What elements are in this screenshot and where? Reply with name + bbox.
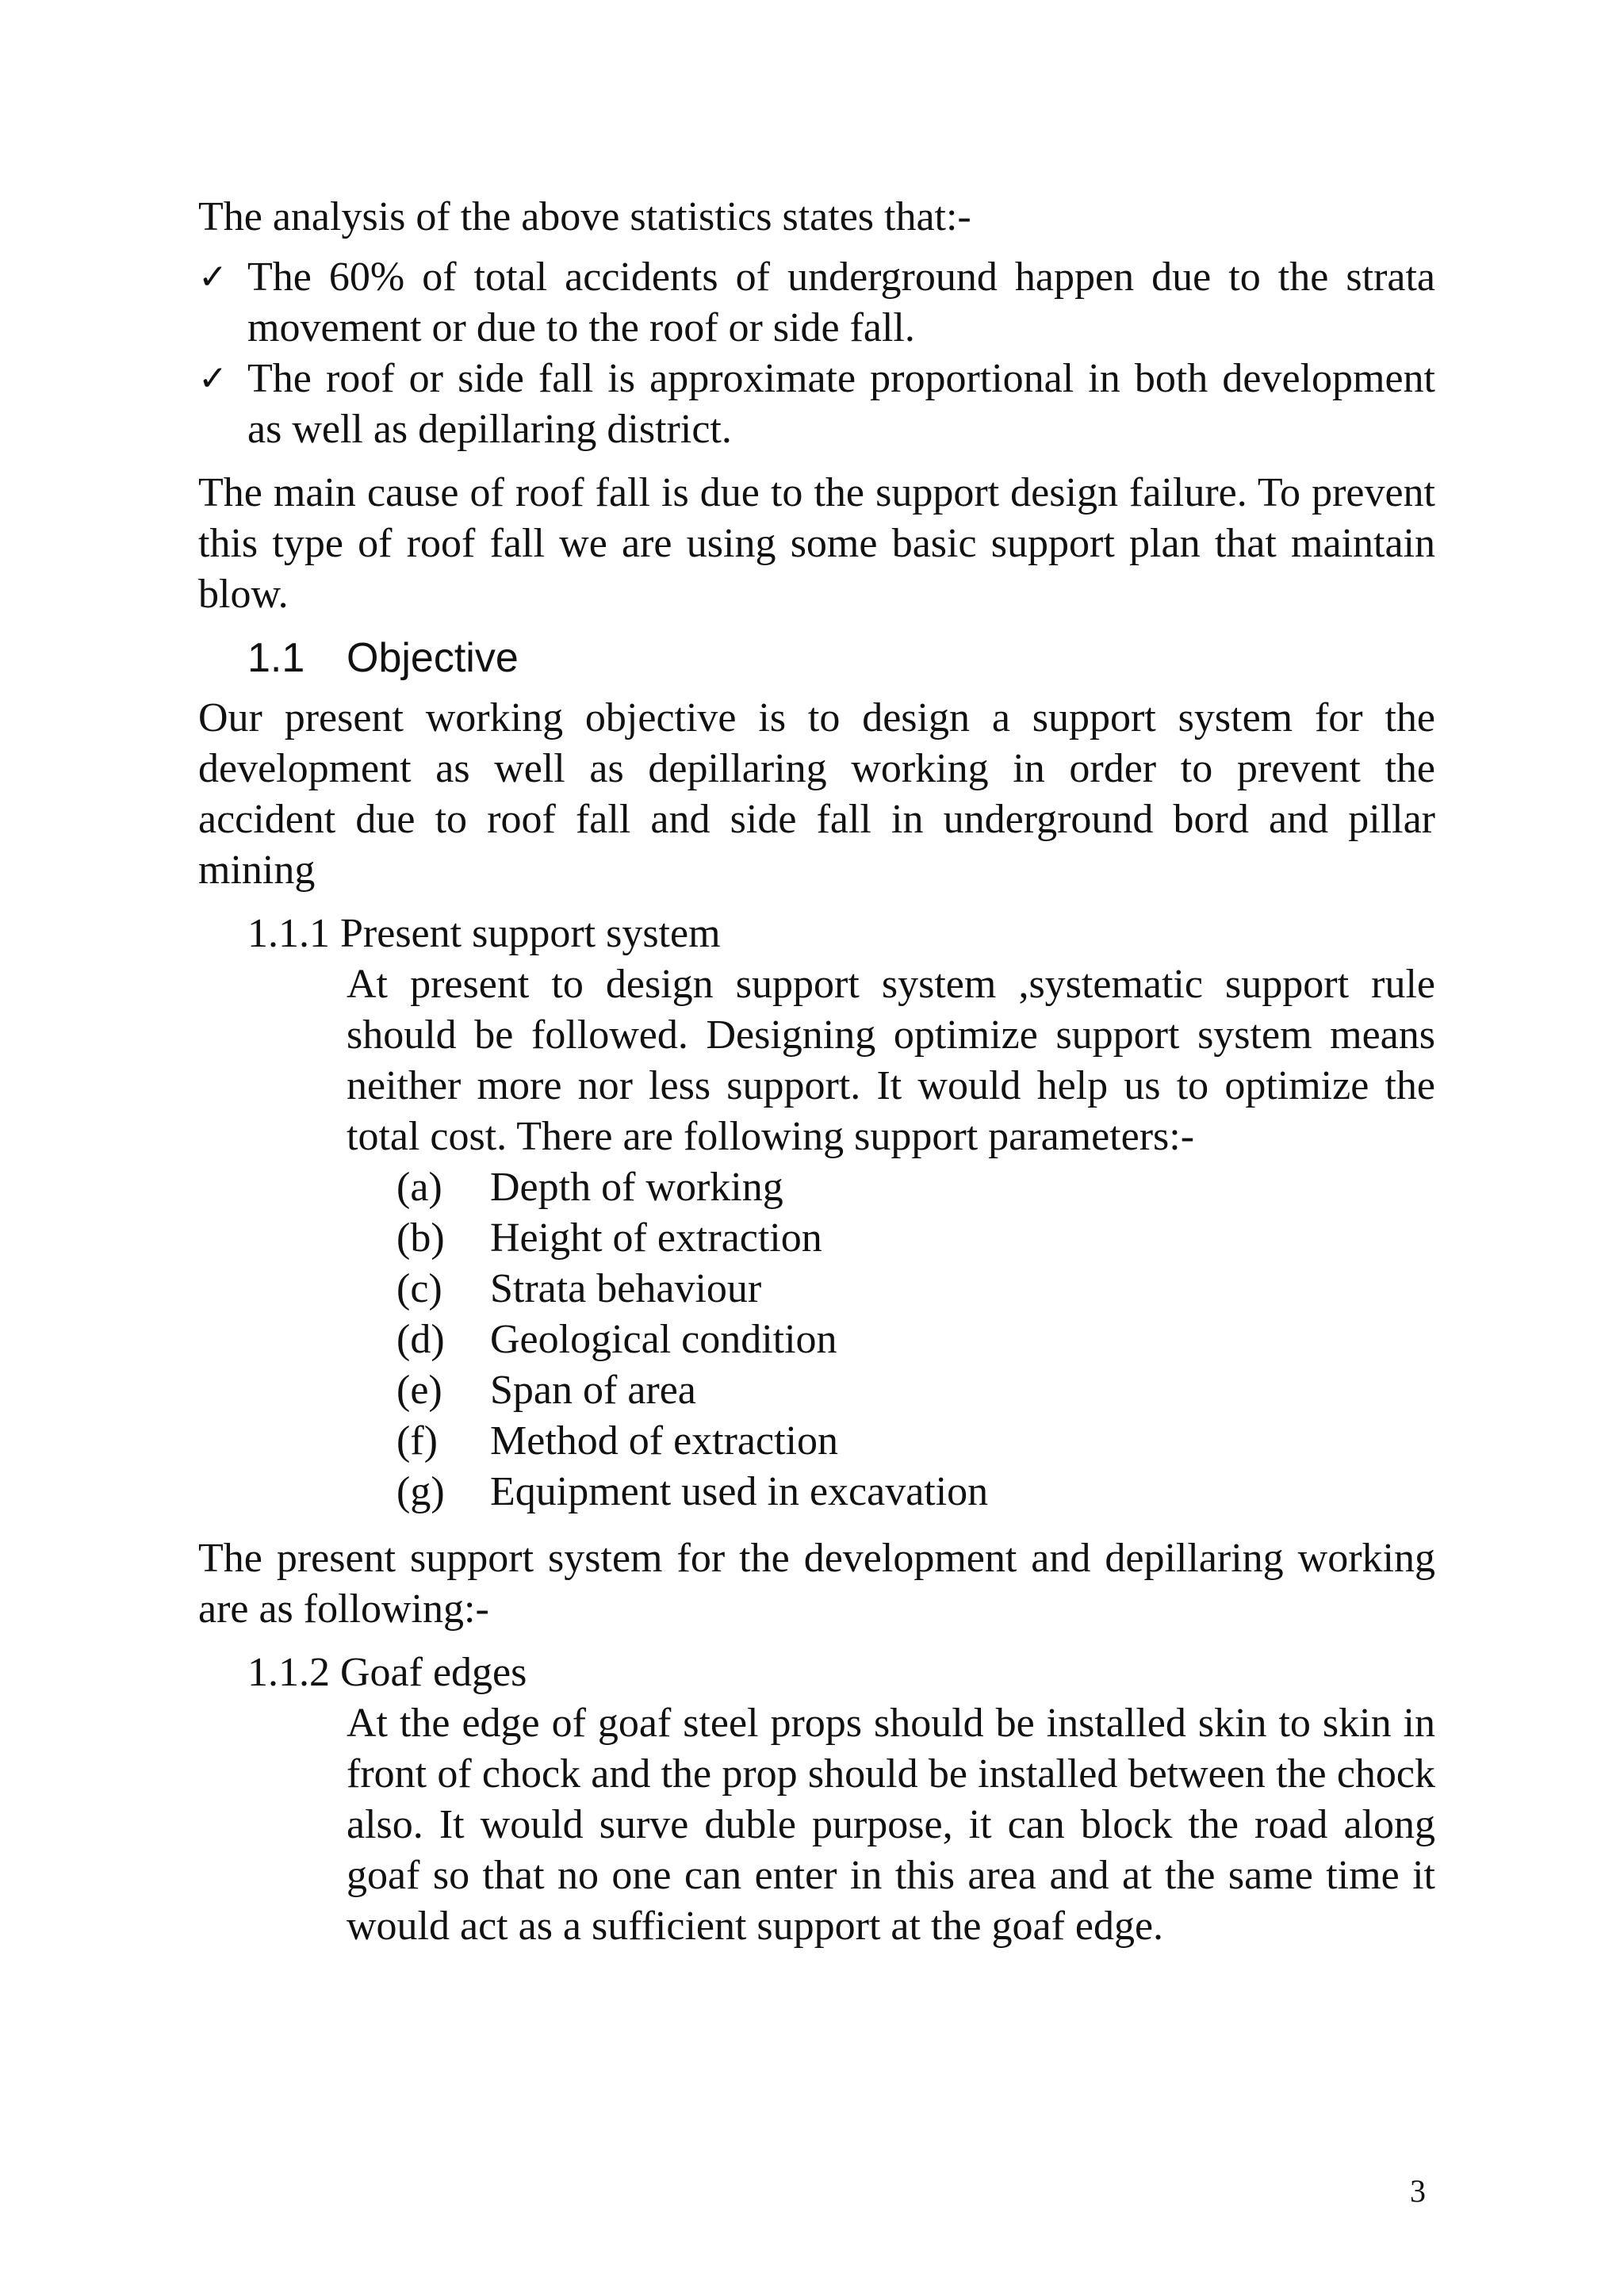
list-item-label: (g)	[396, 1469, 445, 1514]
section-heading-objective	[247, 633, 1435, 683]
intro-text: The analysis of the above statistics states that:-	[198, 194, 971, 239]
list-item-text: Height of extraction	[490, 1215, 822, 1261]
findings-list	[198, 252, 1435, 455]
list-item-text: The roof or side fall is approximate proportional in both development as well as depillaring district.	[247, 356, 1435, 452]
list-item	[396, 1213, 1435, 1264]
main-cause-paragraph: The main cause of roof fall is due to the support design failure. To prevent this type of roof fall we are using some basic support plan that maintain blow.	[198, 470, 1435, 617]
list-item-text: Strata behaviour	[490, 1266, 762, 1311]
check-icon: ✓	[198, 257, 228, 297]
present-support-paragraph: At present to design support system ,systematic support rule should be followed. Designing optimize support system means neither more nor less support. It would help us to optimize the total cost. There are following support parameters:-	[347, 962, 1435, 1159]
list-item-label: (b)	[396, 1215, 445, 1261]
list-item	[396, 1365, 1435, 1416]
list-item	[396, 1314, 1435, 1365]
list-item-text: Method of extraction	[490, 1418, 838, 1464]
support-parameters-list	[396, 1162, 1435, 1517]
list-item	[198, 354, 1435, 455]
list-item	[396, 1162, 1435, 1213]
subsection-heading-goaf-edges: 1.1.2 Goaf edges	[247, 1650, 527, 1695]
list-item	[396, 1467, 1435, 1517]
section-title: Objective	[347, 635, 519, 681]
list-item-label: (d)	[396, 1317, 445, 1362]
page-number: 3	[1410, 2173, 1426, 2209]
list-item	[396, 1416, 1435, 1467]
subsection-heading-present-support: 1.1.1 Present support system	[247, 911, 721, 956]
goaf-edges-paragraph: At the edge of goaf steel props should be installed skin to skin in front of chock and the prop should be installed between the chock also. It would surve duble purpose, it can block the road along goaf so that no one can enter in this area and at the same time it would act as a sufficient support at the goaf edge.	[347, 1701, 1435, 1949]
section-number: 1.1	[247, 635, 305, 681]
present-system-paragraph: The present support system for the development and depillaring working are as following:-	[198, 1536, 1435, 1632]
list-item-text: The 60% of total accidents of underground happen due to the strata movement or due to the roof or side fall.	[247, 254, 1435, 350]
list-item-text: Span of area	[490, 1368, 696, 1413]
list-item-text: Geological condition	[490, 1317, 837, 1362]
list-item-label: (e)	[396, 1368, 442, 1413]
list-item-label: (c)	[396, 1266, 442, 1311]
list-item-text: Equipment used in excavation	[490, 1469, 989, 1514]
list-item	[198, 252, 1435, 354]
objective-paragraph: Our present working objective is to design a support system for the development as well as depillaring working in order to prevent the accident due to roof fall and side fall in underground bord and pillar mining	[198, 695, 1435, 893]
list-item-label: (f)	[396, 1418, 438, 1464]
list-item-text: Depth of working	[490, 1165, 783, 1210]
list-item-label: (a)	[396, 1165, 442, 1210]
list-item	[396, 1264, 1435, 1314]
check-icon: ✓	[198, 358, 228, 399]
page-content	[198, 192, 1435, 1952]
